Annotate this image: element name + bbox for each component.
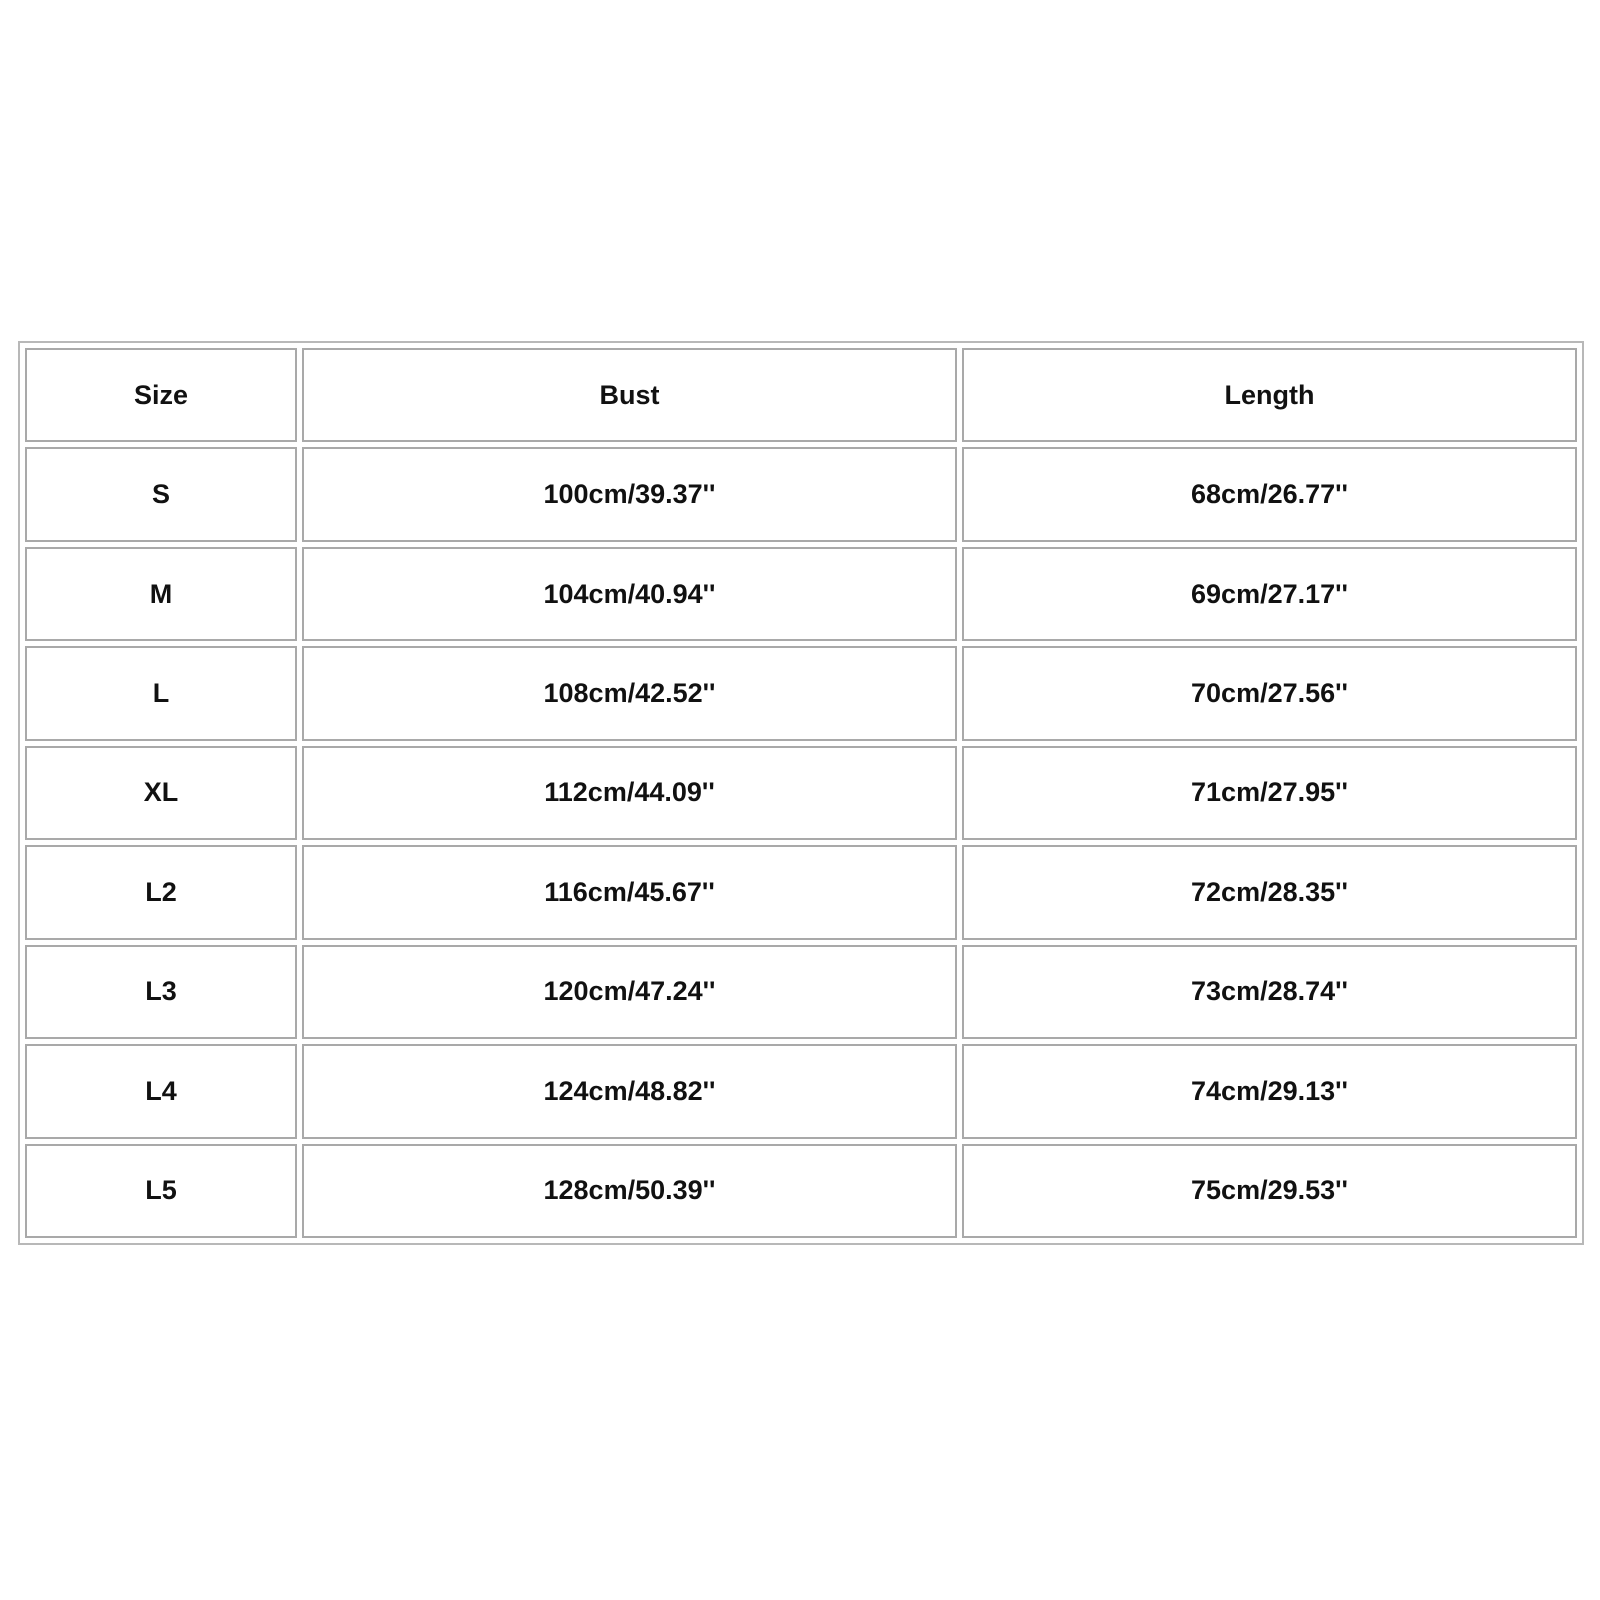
table-row [25,845,1577,939]
cell-size: XL [25,746,297,840]
cell-size: M [25,547,297,641]
cell-bust: 108cm/42.52'' [302,646,957,740]
table-row [25,547,1577,641]
cell-size: L3 [25,945,297,1039]
cell-bust: 128cm/50.39'' [302,1144,957,1239]
cell-length: 72cm/28.35'' [962,845,1577,939]
cell-length: 68cm/26.77'' [962,447,1577,541]
cell-size: L5 [25,1144,297,1239]
cell-length: 71cm/27.95'' [962,746,1577,840]
cell-bust: 116cm/45.67'' [302,845,957,939]
table-row [25,447,1577,541]
cell-length: 69cm/27.17'' [962,547,1577,641]
header-length: Length [962,348,1577,442]
table-row [25,646,1577,740]
cell-size: L4 [25,1044,297,1138]
cell-bust: 104cm/40.94'' [302,547,957,641]
table-header-row [25,348,1577,442]
table-row [25,746,1577,840]
cell-size: S [25,447,297,541]
table-row [25,1144,1577,1239]
table-row [25,1044,1577,1138]
cell-length: 74cm/29.13'' [962,1044,1577,1138]
cell-length: 73cm/28.74'' [962,945,1577,1039]
cell-bust: 100cm/39.37'' [302,447,957,541]
header-size: Size [25,348,297,442]
header-bust: Bust [302,348,957,442]
cell-length: 75cm/29.53'' [962,1144,1577,1239]
cell-size: L2 [25,845,297,939]
cell-bust: 112cm/44.09'' [302,746,957,840]
table-row [25,945,1577,1039]
cell-size: L [25,646,297,740]
cell-bust: 120cm/47.24'' [302,945,957,1039]
size-chart-table [18,341,1584,1245]
cell-length: 70cm/27.56'' [962,646,1577,740]
cell-bust: 124cm/48.82'' [302,1044,957,1138]
